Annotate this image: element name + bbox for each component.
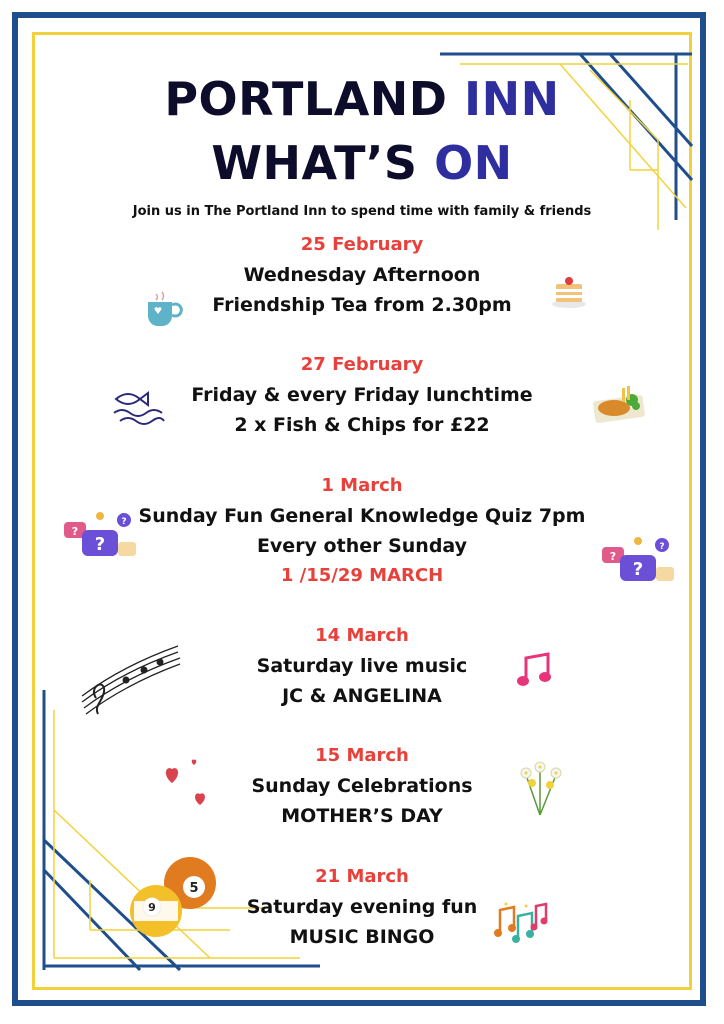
flower-bouquet-icon	[512, 755, 568, 817]
event-line: Saturday evening fun	[246, 896, 478, 918]
intro-text: Join us in The Portland Inn to spend time with family & friends	[132, 204, 592, 219]
quiz-bubbles-icon	[600, 535, 680, 587]
title-portland: PORTLAND	[164, 72, 465, 126]
svg-text:?: ?	[71, 525, 79, 538]
svg-text:5: 5	[189, 881, 199, 896]
event-date: 25 February	[300, 234, 424, 255]
event-line: 2 x Fish & Chips for £22	[234, 414, 490, 436]
event-date: 14 March	[315, 625, 409, 646]
hearts-icon	[160, 755, 216, 811]
event-line: Friday & every Friday lunchtime	[191, 384, 533, 406]
event-line: Sunday Fun General Knowledge Quiz 7pm	[138, 505, 586, 527]
page-title-line1	[0, 72, 724, 126]
title-on: ON	[434, 136, 513, 190]
event-item	[100, 350, 624, 440]
teacup-icon	[140, 290, 184, 330]
event-line: MOTHER’S DAY	[281, 805, 443, 827]
event-date: 1 March	[321, 475, 403, 496]
svg-text:?: ?	[94, 534, 106, 555]
event-line: MUSIC BINGO	[289, 926, 435, 948]
event-line: Every other Sunday	[256, 535, 468, 557]
title-whats: WHAT’S	[211, 136, 435, 190]
fish-icon	[110, 385, 166, 427]
cake-icon	[550, 272, 588, 310]
page-title-line2	[0, 136, 724, 190]
music-note-icon	[516, 652, 552, 690]
event-line: JC & ANGELINA	[282, 685, 442, 707]
event-line: Sunday Celebrations	[251, 775, 473, 797]
event-date: 15 March	[315, 745, 409, 766]
event-date: 21 March	[315, 866, 409, 887]
fish-and-chips-icon	[592, 380, 648, 424]
event-extra-date: 1 /15/29 MARCH	[280, 565, 444, 586]
music-notes-icon	[492, 898, 552, 944]
billiard-balls-icon	[128, 855, 220, 943]
event-line: Saturday live music	[256, 655, 468, 677]
svg-text:9: 9	[148, 901, 156, 914]
title-inn: INN	[464, 72, 560, 126]
svg-text:?: ?	[609, 550, 617, 563]
quiz-bubbles-icon	[62, 510, 142, 562]
svg-text:?: ?	[659, 542, 665, 552]
music-staff-icon	[76, 640, 182, 716]
event-item	[100, 471, 624, 591]
event-date: 27 February	[300, 354, 424, 375]
event-line: Wednesday Afternoon	[243, 264, 481, 286]
event-line: Friendship Tea from 2.30pm	[212, 294, 512, 316]
svg-text:?: ?	[121, 517, 127, 527]
svg-text:?: ?	[632, 559, 644, 580]
